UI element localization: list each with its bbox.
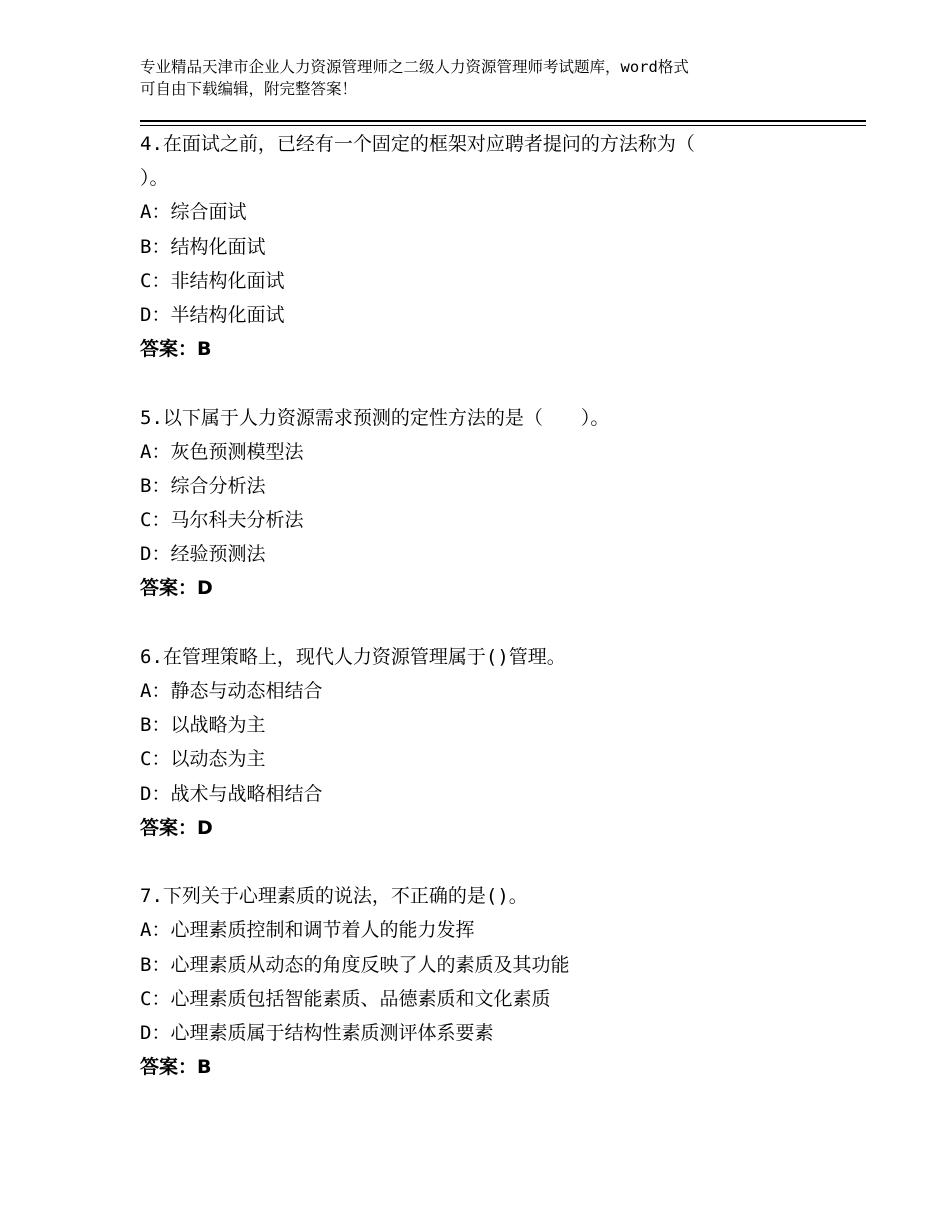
header-rule-thin xyxy=(140,125,866,126)
header-line-2: 可自由下载编辑，附完整答案！ xyxy=(140,80,358,98)
option-d: D：心理素质属于结构性素质测评体系要素 xyxy=(140,1021,494,1044)
question-5 xyxy=(140,401,840,606)
spacer xyxy=(140,366,840,400)
option-b: B：综合分析法 xyxy=(140,474,266,497)
question-4 xyxy=(140,127,840,366)
option-d: D：战术与战略相结合 xyxy=(140,782,323,805)
option-d: D：经验预测法 xyxy=(140,543,266,566)
option-a: A：静态与动态相结合 xyxy=(140,680,323,702)
question-stem: 7.下列关于心理素质的说法，不正确的是()。 xyxy=(140,885,528,908)
header-line-1: 专业精品天津市企业人力资源管理师之二级人力资源管理师考试题库，word格式 xyxy=(140,58,689,76)
option-c: C：以动态为主 xyxy=(140,748,266,771)
option-d: D：半结构化面试 xyxy=(140,303,285,326)
option-a: A：心理素质控制和调节着人的能力发挥 xyxy=(140,919,475,942)
option-b: B：结构化面试 xyxy=(140,235,266,258)
spacer xyxy=(140,606,840,640)
option-b: B：心理素质从动态的角度反映了人的素质及其功能 xyxy=(140,953,570,976)
option-c: C：非结构化面试 xyxy=(140,269,285,292)
question-stem: 4.在面试之前，已经有一个固定的框架对应聘者提问的方法称为（ xyxy=(140,133,695,155)
option-b: B：以战略为主 xyxy=(140,714,266,737)
question-6 xyxy=(140,640,840,845)
answer: 答案：D xyxy=(140,577,213,600)
spacer xyxy=(140,845,840,879)
document-header xyxy=(140,56,840,100)
answer: 答案：B xyxy=(140,1056,212,1079)
header-rule-thick xyxy=(140,120,866,122)
question-stem-continued: ）。 xyxy=(140,167,169,190)
option-c: C：马尔科夫分析法 xyxy=(140,509,304,532)
answer: 答案：D xyxy=(140,816,213,839)
question-stem: 5.以下属于人力资源需求预测的定性方法的是（ ）。 xyxy=(140,406,610,429)
option-a: A：综合面试 xyxy=(140,201,247,224)
question-stem: 6.在管理策略上，现代人力资源管理属于()管理。 xyxy=(140,645,566,668)
answer: 答案：B xyxy=(140,338,212,361)
option-c: C：心理素质包括智能素质、品德素质和文化素质 xyxy=(140,987,551,1010)
question-list xyxy=(140,127,840,1084)
option-a: A：灰色预测模型法 xyxy=(140,440,304,463)
question-7 xyxy=(140,879,840,1084)
